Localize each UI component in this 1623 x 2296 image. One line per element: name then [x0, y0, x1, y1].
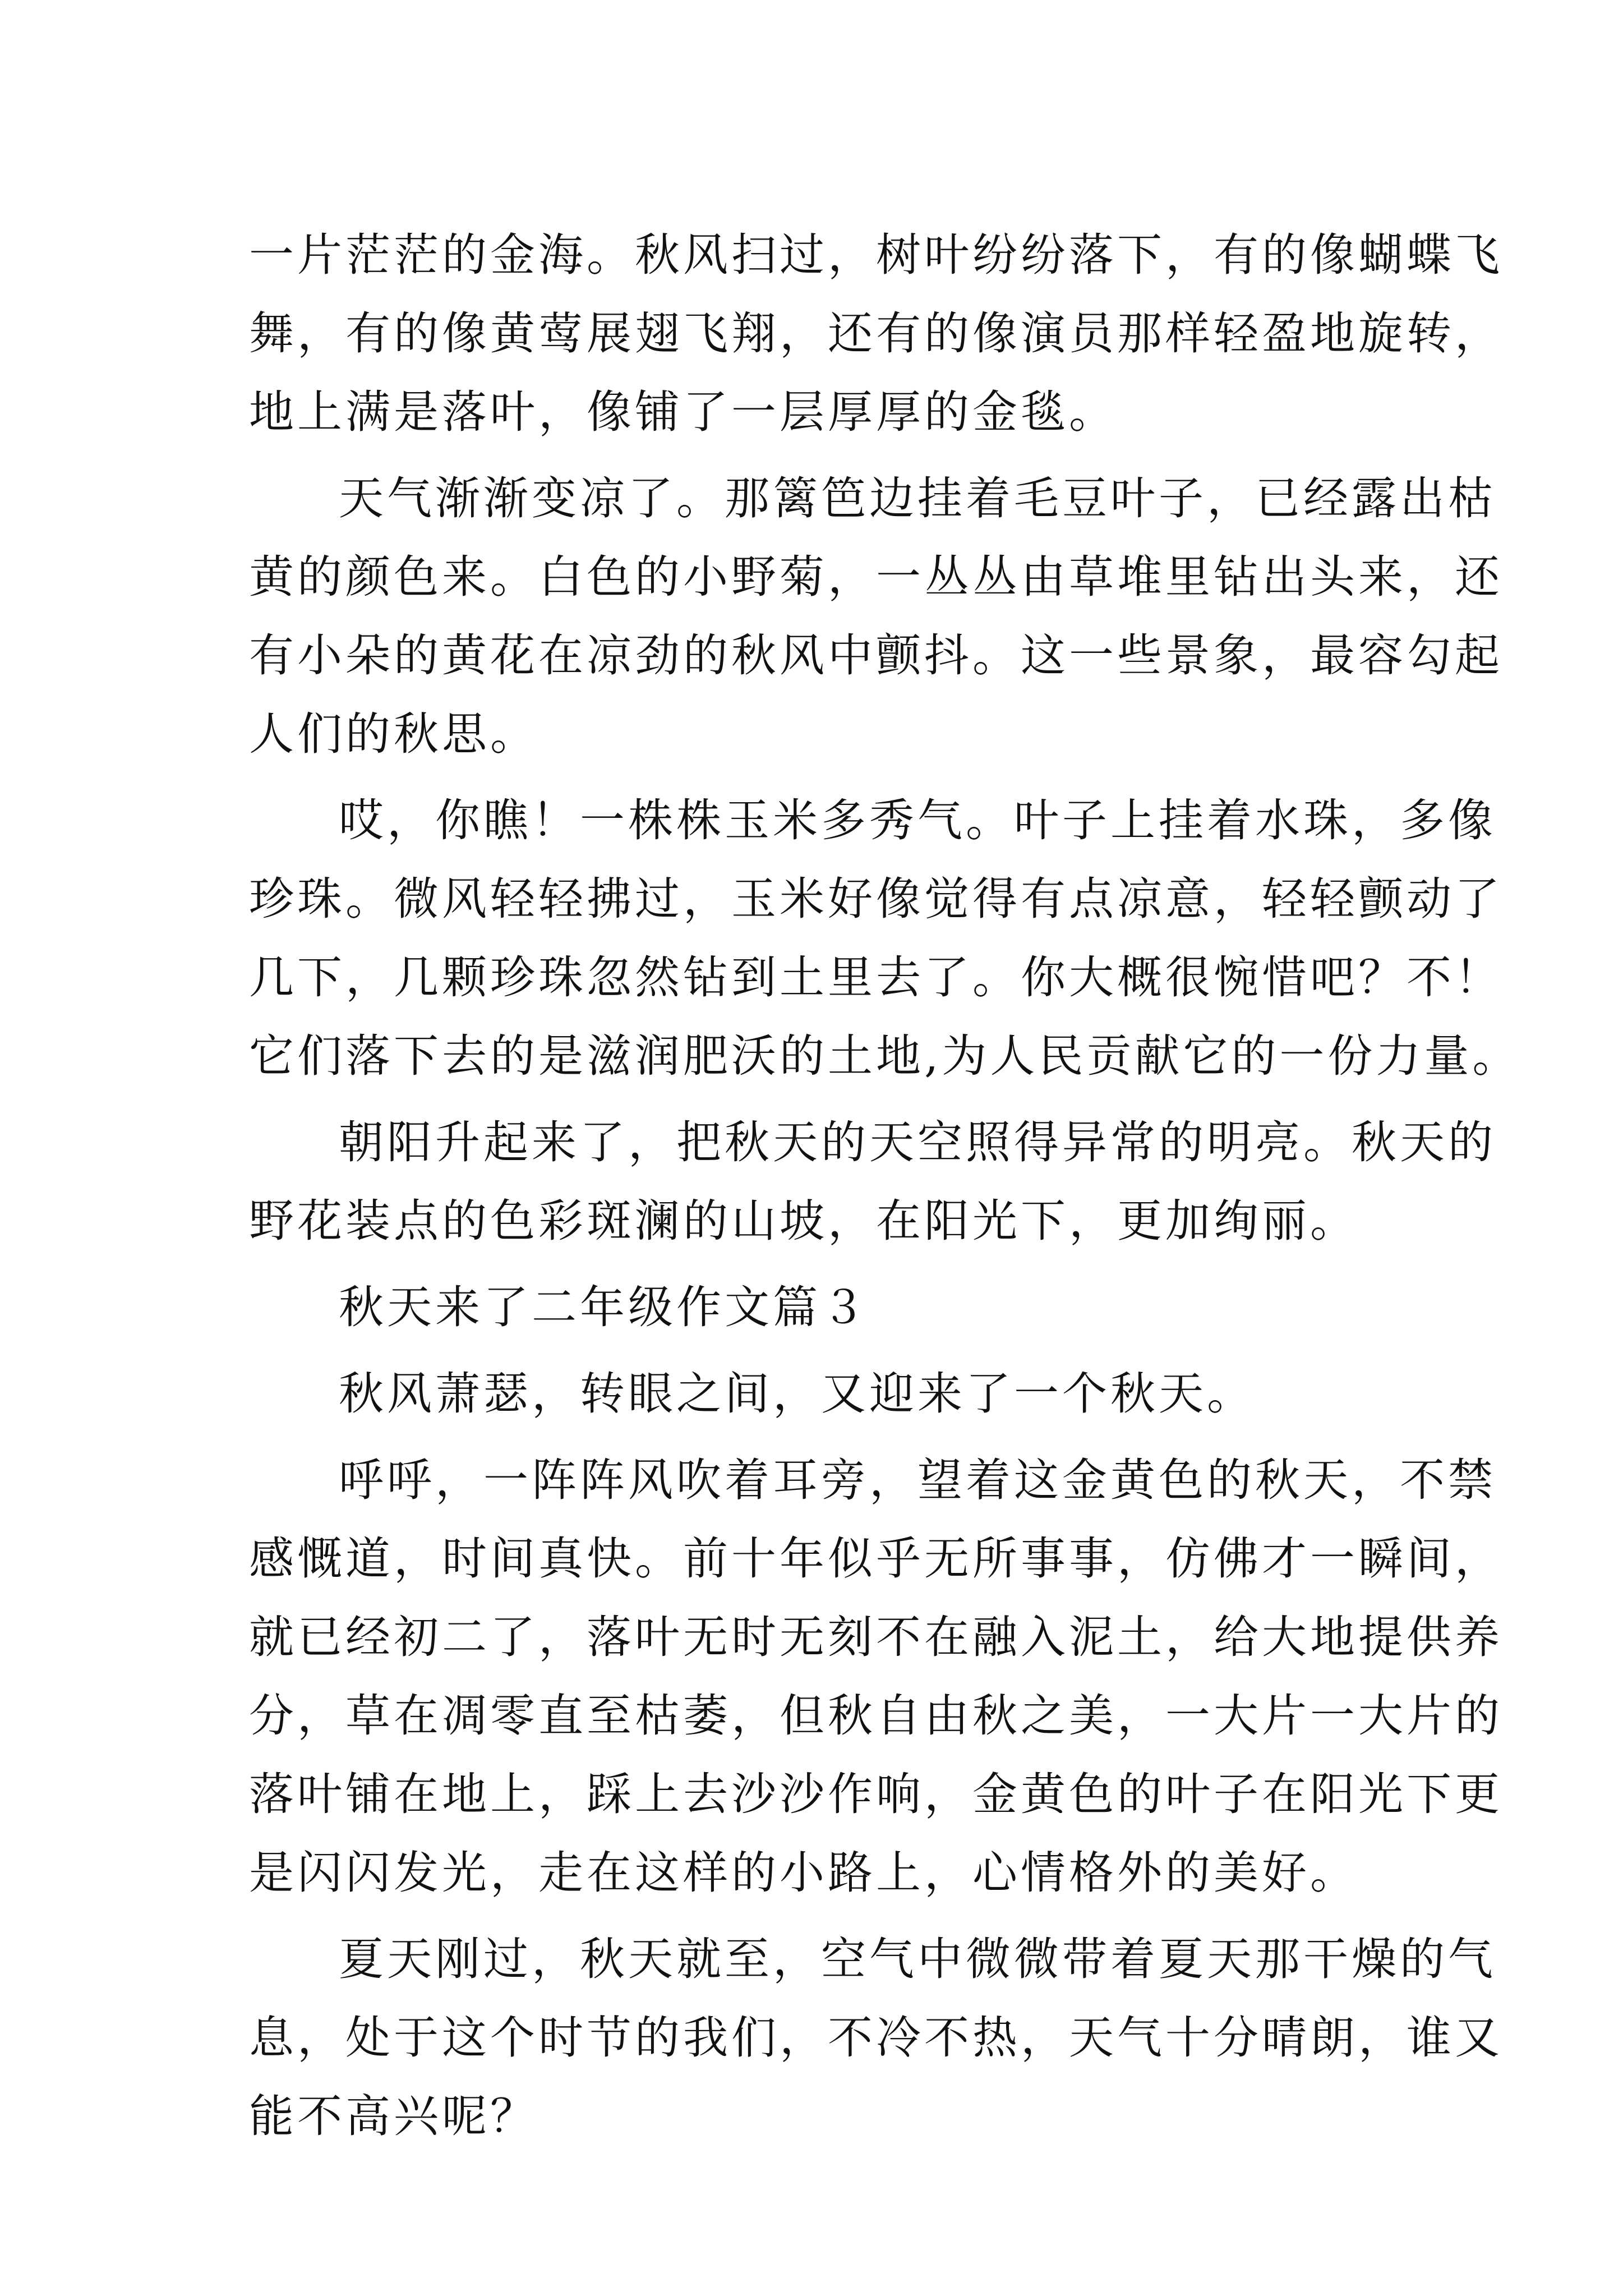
text-line: 哎，你瞧！一株株玉米多秀气。叶子上挂着水珠，多像 [339, 794, 1496, 846]
text-line: 是闪闪发光，走在这样的小路上，心情格外的美好。 [249, 1847, 1358, 1899]
text-line: 几下，几颗珍珠忽然钻到土里去了。你大概很惋惜吧？不！ [249, 951, 1503, 1004]
text-line: 珍珠。微风轻轻拂过，玉米好像觉得有点凉意，轻轻颤动了 [249, 873, 1503, 925]
document-body [249, 216, 1521, 2156]
text-line: 人们的秋思。 [249, 708, 538, 760]
paragraph-2 [249, 459, 1503, 774]
paragraph-8 [249, 1920, 1503, 2156]
text-line: 地上满是落叶，像铺了一层厚厚的金毯。 [249, 386, 1117, 438]
text-line: 呼呼，一阵阵风吹着耳旁，望着这金黄色的秋天，不禁 [339, 1454, 1496, 1506]
text-line: 夏天刚过，秋天就至，空气中微微带着夏天那干燥的气 [339, 1933, 1496, 1985]
text-line: 它们落下去的是滋润肥沃的土地,为人民贡献它的一份力量。 [249, 1030, 1521, 1082]
text-line: 感慨道，时间真快。前十年似乎无所事事，仿佛才一瞬间， [249, 1533, 1503, 1585]
paragraph-4 [249, 1103, 1496, 1260]
text-line: 息，处于这个时节的我们，不冷不热，天气十分晴朗，谁又 [249, 2012, 1503, 2064]
paragraph-1 [249, 216, 1503, 452]
section-heading [249, 1268, 1382, 1347]
text-line: 落叶铺在地上，踩上去沙沙作响，金黄色的叶子在阳光下更 [249, 1768, 1503, 1820]
text-line: 野花装点的色彩斑澜的山坡，在阳光下，更加绚丽。 [249, 1195, 1358, 1247]
text-line: 一片茫茫的金海。秋风扫过，树叶纷纷落下，有的像蝴蝶飞 [249, 229, 1503, 281]
heading-text: 秋天来了二年级作文篇３ [339, 1281, 869, 1333]
text-line: 朝阳升起来了，把秋天的天空照得异常的明亮。秋天的 [339, 1116, 1496, 1168]
paragraph-6 [249, 1355, 1382, 1433]
text-line: 就已经初二了，落叶无时无刻不在融入泥土，给大地提供养 [249, 1611, 1503, 1663]
text-line: 能不高兴呢？ [249, 2090, 538, 2142]
paragraph-3 [249, 781, 1521, 1096]
paragraph-7 [249, 1441, 1503, 1912]
text-line: 天气渐渐变凉了。那篱笆边挂着毛豆叶子，已经露出枯 [339, 472, 1496, 524]
text-line: 分，草在凋零直至枯萎，但秋自由秋之美，一大片一大片的 [249, 1690, 1503, 1742]
text-line: 舞，有的像黄莺展翅飞翔，还有的像演员那样轻盈地旋转， [249, 307, 1503, 360]
text-line: 黄的颜色来。白色的小野菊，一丛丛由草堆里钻出头来，还 [249, 551, 1503, 603]
text-line: 有小朵的黄花在凉劲的秋风中颤抖。这一些景象，最容勾起 [249, 629, 1503, 682]
text-line: 秋风萧瑟，转眼之间，又迎来了一个秋天。 [339, 1368, 1255, 1420]
